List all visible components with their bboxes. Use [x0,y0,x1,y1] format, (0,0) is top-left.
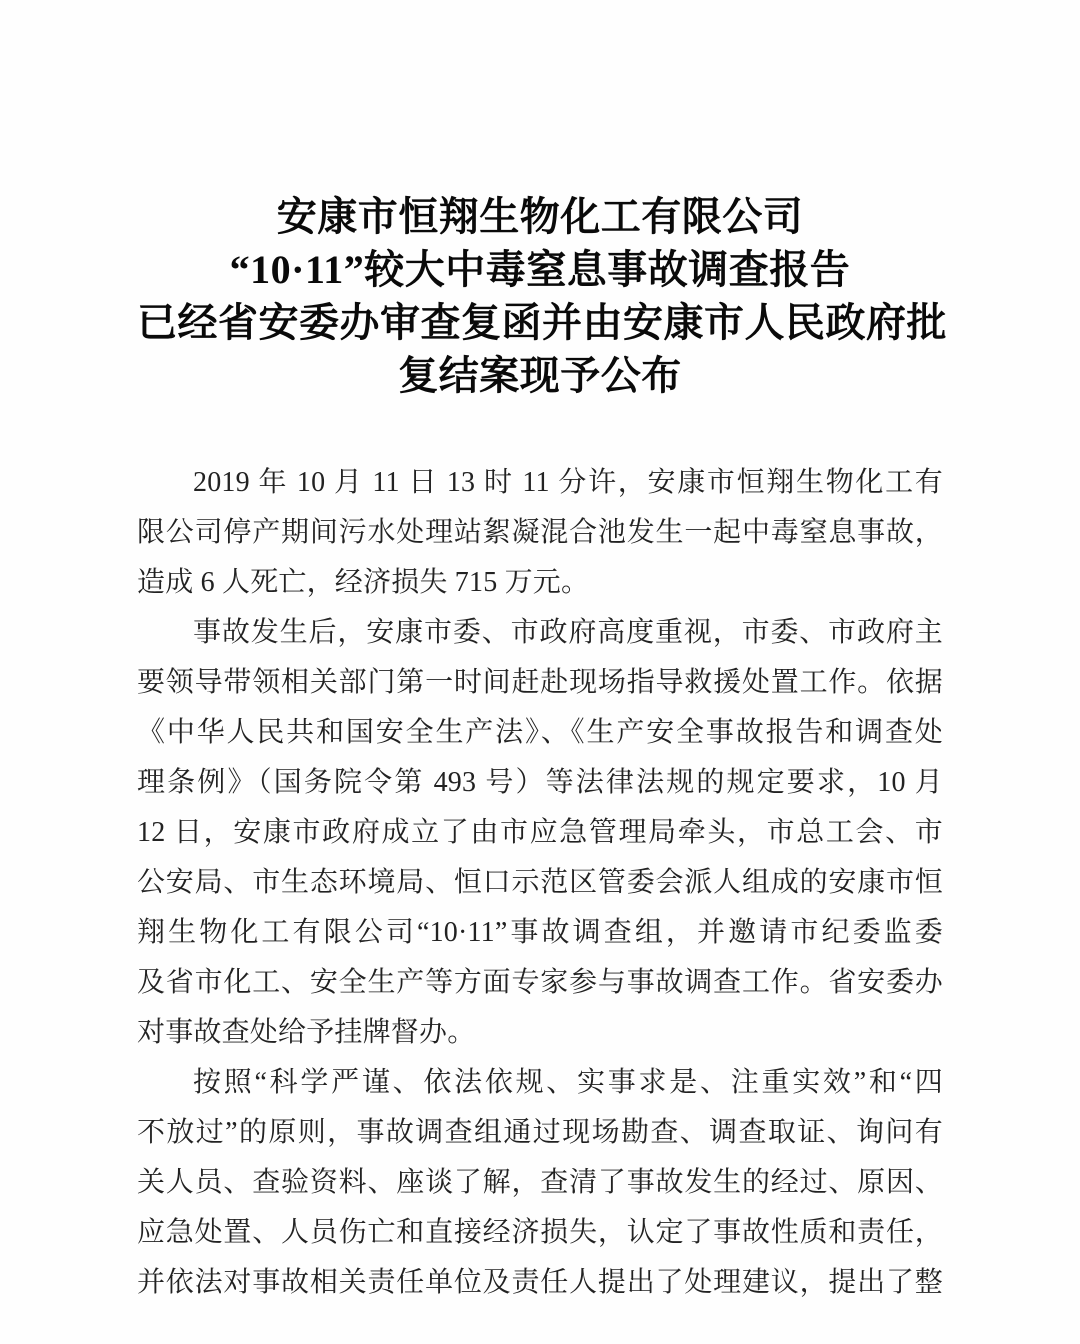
body-line: 关人员、查验资料、座谈了解，查清了事故发生的经过、原因、 [137,1167,943,1198]
body-line: 事故发生后，安康市委、市政府高度重视，市委、市政府主 [193,617,943,648]
body-line: 公安局、市生态环境局、恒口示范区管委会派人组成的安康市恒 [137,867,943,898]
body-line: 并依法对事故相关责任单位及责任人提出了处理建议，提出了整 [137,1267,943,1298]
title-line: 已经省安委办审查复函并由安康市人民政府批 [137,300,947,345]
paragraph [137,608,943,1058]
title-line: “10·11”较大中毒窒息事故调查报告 [229,247,851,292]
body-line: 理条例》（国务院令第 493 号）等法律法规的规定要求，10 月 [137,767,943,798]
document-content [137,0,947,1308]
paragraph [137,458,943,608]
body-line: 翔生物化工有限公司“10·11”事故调查组，并邀请市纪委监委 [137,917,943,948]
body-line: 不放过”的原则，事故调查组通过现场勘查、调查取证、询问有 [137,1117,943,1148]
body-line: 应急处置、人员伤亡和直接经济损失，认定了事故性质和责任， [137,1217,943,1248]
body-line: 要领导带领相关部门第一时间赶赴现场指导救援处置工作。依据 [137,667,943,698]
paragraph [137,1058,943,1308]
body-line: 《中华人民共和国安全生产法》、《生产安全事故报告和调查处 [137,717,943,748]
body-line: 对事故查处给予挂牌督办。 [137,1017,476,1048]
title-line: 安康市恒翔生物化工有限公司 [276,194,804,239]
document-body [137,458,943,1308]
document-title [137,190,947,402]
body-line: 12 日，安康市政府成立了由市应急管理局牵头，市总工会、市 [137,817,943,848]
body-line: 限公司停产期间污水处理站絮凝混合池发生一起中毒窒息事故， [137,517,943,548]
body-line: 按照“科学严谨、依法依规、实事求是、注重实效”和“四 [193,1067,943,1098]
body-line: 造成 6 人死亡，经济损失 715 万元。 [137,567,590,598]
title-line: 复结案现予公布 [398,353,682,398]
body-line: 及省市化工、安全生产等方面专家参与事故调查工作。省安委办 [137,967,943,998]
body-line: 2019 年 10 月 11 日 13 时 11 分许，安康市恒翔生物化工有 [193,467,943,498]
